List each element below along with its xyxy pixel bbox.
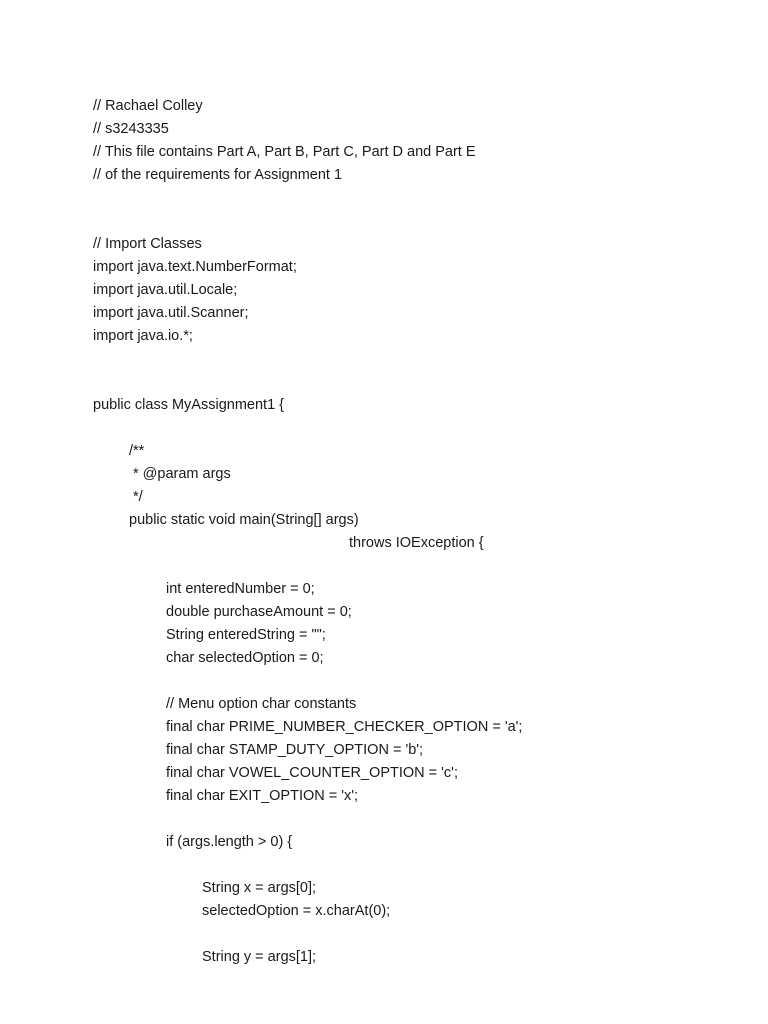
import-line: import java.util.Scanner;: [93, 305, 249, 321]
constant-declaration: final char STAMP_DUTY_OPTION = 'b';: [166, 742, 424, 758]
main-signature: public static void main(String[] args): [129, 512, 359, 528]
if-body-line: String x = args[0];: [202, 880, 317, 896]
javadoc-close: */: [133, 489, 143, 505]
if-body-line: selectedOption = x.charAt(0);: [202, 903, 391, 919]
file-description-comment: // This file contains Part A, Part B, Part C, Part D and Part E: [93, 144, 476, 160]
variable-declaration: String enteredString = "";: [166, 627, 326, 643]
student-id-comment: // s3243335: [93, 121, 169, 137]
import-line: import java.text.NumberFormat;: [93, 259, 297, 275]
imports-comment: // Import Classes: [93, 236, 202, 252]
constant-declaration: final char PRIME_NUMBER_CHECKER_OPTION = 'a';: [166, 719, 523, 735]
variable-declaration: int enteredNumber = 0;: [166, 581, 315, 597]
constant-declaration: final char EXIT_OPTION = 'x';: [166, 788, 359, 804]
import-line: import java.io.*;: [93, 328, 193, 344]
constants-comment: // Menu option char constants: [166, 696, 357, 712]
variable-declaration: char selectedOption = 0;: [166, 650, 324, 666]
if-statement: if (args.length > 0) {: [166, 834, 293, 850]
class-declaration: public class MyAssignment1 {: [93, 397, 284, 413]
author-comment: // Rachael Colley: [93, 98, 203, 114]
main-throws: throws IOException {: [349, 535, 484, 551]
javadoc-param: * @param args: [133, 466, 231, 482]
file-description-comment-2: // of the requirements for Assignment 1: [93, 167, 343, 183]
constant-declaration: final char VOWEL_COUNTER_OPTION = 'c';: [166, 765, 458, 781]
import-line: import java.util.Locale;: [93, 282, 238, 298]
variable-declaration: double purchaseAmount = 0;: [166, 604, 352, 620]
if-body-line: String y = args[1];: [202, 949, 317, 965]
javadoc-open: /**: [129, 443, 145, 459]
